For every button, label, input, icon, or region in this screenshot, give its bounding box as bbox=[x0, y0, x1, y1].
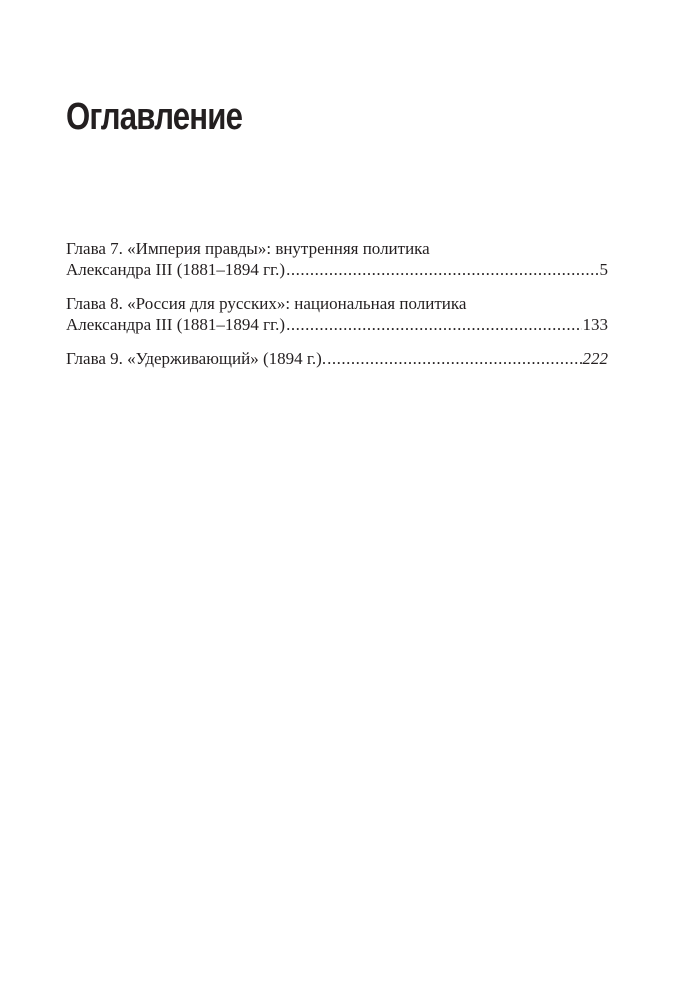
toc-entry-title-line: Александра III (1881–1894 гг.) bbox=[66, 315, 286, 334]
toc-entry-title-line: Глава 9. «Удерживающий» (1894 г.). bbox=[66, 349, 327, 368]
toc-page-number: 133 bbox=[582, 315, 608, 334]
toc-entry-chapter-8[interactable] bbox=[66, 293, 608, 335]
toc-entry-chapter-7[interactable] bbox=[66, 238, 608, 280]
toc-entry-chapter-9[interactable] bbox=[66, 348, 608, 369]
toc-page-number: 5 bbox=[599, 260, 608, 279]
table-of-contents bbox=[66, 238, 608, 382]
toc-page-number: 222 bbox=[582, 349, 608, 368]
toc-entry-title-line: Глава 7. «Империя правды»: внутренняя политика bbox=[66, 239, 430, 258]
toc-entry-title-line: Глава 8. «Россия для русских»: национальная политика bbox=[66, 294, 467, 313]
dot-leader bbox=[286, 314, 581, 335]
dot-leader bbox=[327, 348, 581, 369]
dot-leader bbox=[286, 259, 598, 280]
toc-entry-last-line bbox=[66, 348, 608, 369]
toc-entry-last-line bbox=[66, 259, 608, 280]
toc-entry-title-line: Александра III (1881–1894 гг.) bbox=[66, 260, 286, 279]
toc-entry-last-line bbox=[66, 314, 608, 335]
page-title: Оглавление bbox=[66, 96, 243, 138]
